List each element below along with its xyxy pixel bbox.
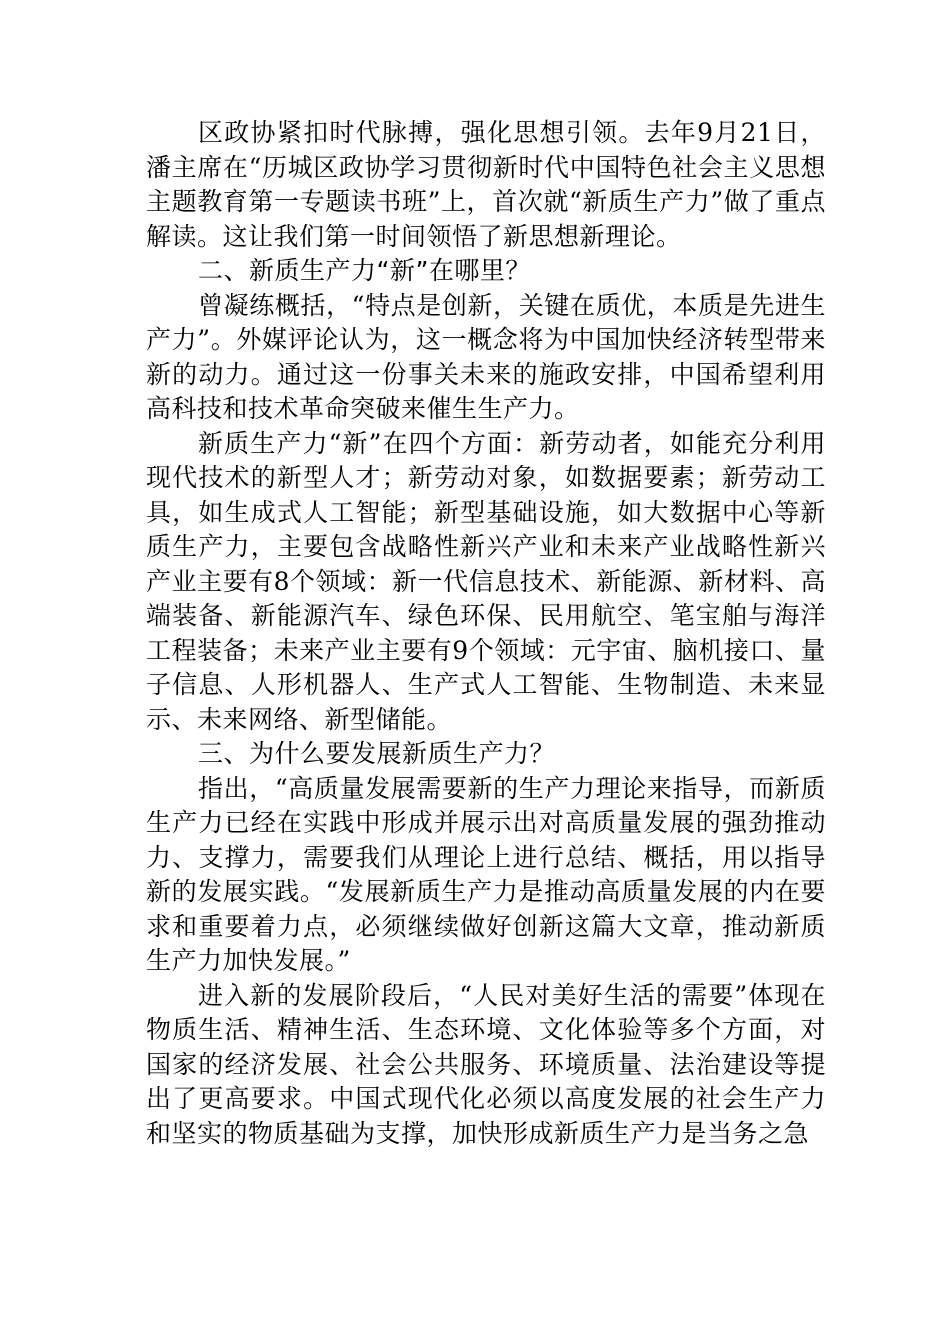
section-heading-2: 二、新质生产力“新”在哪里？: [198, 256, 531, 285]
paragraph-intro: 区政协紧扣时代脉搏，强化思想引领。去年9月21日，潘主席在“历城区政协学习贯彻新时代中国特色社会主义思想主题教育第一专题读书班”上，首次就“新质生产力”做了重点解读。这让我们第一时间领悟了新思想新理论。: [146, 118, 826, 251]
section-heading-3: 三、为什么要发展新质生产力？: [198, 739, 556, 768]
paragraph-four-aspects: 新质生产力“新”在四个方面：新劳动者，如能充分利用现代技术的新型人才；新劳动对象，如数据要素；新劳动工具，如生成式人工智能；新型基础设施，如大数据中心等新质生产力，主要包含战略性新兴产业和未来产业战略性新兴产业主要有8个领域：新一代信息技术、新能源、新材料、高端装备、新能源汽车、绿色环保、民用航空、笔宝舶与海洋工程装备；未来产业主要有9个领域：元宇宙、脑机接口、量子信息、人形机器人、生产式人工智能、生物制造、未来显示、未来网络、新型储能。: [146, 428, 826, 734]
paragraph-new-stage: 进入新的发展阶段后，“人民对美好生活的需要”体现在物质生活、精神生活、生态环境、文化体验等多个方面，对国家的经济发展、社会公共服务、环境质量、法治建设等提出了更高要求。中国式现代化必须以高度发展的社会生产力和坚实的物质基础为支撑，加快形成新质生产力是当务之急: [146, 980, 826, 1148]
paragraph-definition: 曾凝练概括，“特点是创新，关键在质优，本质是先进生产力”。外媒评论认为，这一概念将为中国加快经济转型带来新的动力。通过这一份事关未来的施政安排，中国希望利用高科技和技术革命突破来催生生产力。: [146, 290, 826, 423]
document-page: [146, 116, 826, 1151]
paragraph-quote: 指出，“高质量发展需要新的生产力理论来指导，而新质生产力已经在实践中形成并展示出对高质量发展的强劲推动力、支撑力，需要我们从理论上进行总结、概括，用以指导新的发展实践。“发展新质生产力是推动高质量发展的内在要求和重要着力点，必须继续做好创新这篇大文章，推动新质生产力加快发展。”: [146, 773, 826, 975]
